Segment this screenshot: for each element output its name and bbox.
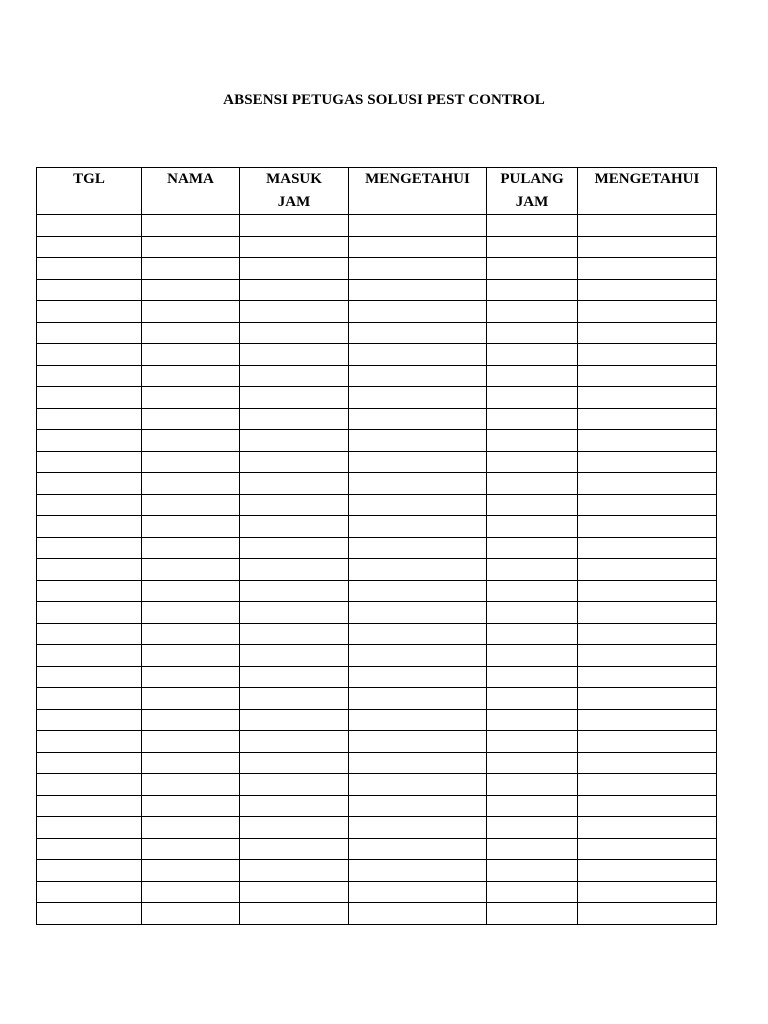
table-cell xyxy=(349,623,487,645)
table-cell xyxy=(142,881,240,903)
table-cell xyxy=(349,215,487,237)
table-cell xyxy=(349,473,487,495)
table-cell xyxy=(578,301,717,323)
table-cell xyxy=(240,817,349,839)
table-cell xyxy=(487,580,578,602)
table-cell xyxy=(578,666,717,688)
table-cell xyxy=(240,881,349,903)
table-cell xyxy=(578,752,717,774)
table-row xyxy=(37,709,717,731)
table-cell xyxy=(578,881,717,903)
table-cell xyxy=(578,279,717,301)
table-cell xyxy=(578,473,717,495)
table-cell xyxy=(37,473,142,495)
table-cell xyxy=(240,709,349,731)
table-cell xyxy=(349,881,487,903)
table-cell xyxy=(37,903,142,925)
table-cell xyxy=(349,666,487,688)
table-cell xyxy=(349,301,487,323)
table-row xyxy=(37,430,717,452)
table-cell xyxy=(487,430,578,452)
attendance-table-body xyxy=(37,215,717,925)
table-cell xyxy=(349,451,487,473)
table-cell xyxy=(578,537,717,559)
table-cell xyxy=(349,774,487,796)
table-cell xyxy=(487,236,578,258)
table-row xyxy=(37,473,717,495)
table-cell xyxy=(240,666,349,688)
document-title: ABSENSI PETUGAS SOLUSI PEST CONTROL xyxy=(223,92,545,108)
table-cell xyxy=(37,688,142,710)
table-cell xyxy=(349,344,487,366)
table-cell xyxy=(487,279,578,301)
table-cell xyxy=(349,408,487,430)
table-row xyxy=(37,817,717,839)
table-cell xyxy=(142,752,240,774)
table-cell xyxy=(37,860,142,882)
table-row xyxy=(37,752,717,774)
table-cell xyxy=(142,258,240,280)
table-cell xyxy=(142,602,240,624)
table-cell xyxy=(142,838,240,860)
table-cell xyxy=(578,817,717,839)
table-header-row xyxy=(37,168,717,215)
table-cell xyxy=(240,903,349,925)
column-header-mengetahui-masuk xyxy=(349,168,487,215)
table-cell xyxy=(349,516,487,538)
table-cell xyxy=(487,473,578,495)
table-cell xyxy=(142,215,240,237)
table-cell xyxy=(142,344,240,366)
table-cell xyxy=(240,236,349,258)
table-cell xyxy=(578,408,717,430)
column-header-label: MENGETAHUI xyxy=(594,171,700,187)
table-cell xyxy=(142,387,240,409)
table-cell xyxy=(487,559,578,581)
table-cell xyxy=(37,666,142,688)
table-cell xyxy=(240,838,349,860)
table-cell xyxy=(349,279,487,301)
table-cell xyxy=(142,322,240,344)
table-cell xyxy=(349,580,487,602)
table-cell xyxy=(578,688,717,710)
table-cell xyxy=(487,645,578,667)
table-cell xyxy=(578,559,717,581)
table-cell xyxy=(578,215,717,237)
table-cell xyxy=(487,731,578,753)
table-cell xyxy=(37,516,142,538)
table-cell xyxy=(37,795,142,817)
table-cell xyxy=(487,494,578,516)
table-cell xyxy=(240,215,349,237)
table-cell xyxy=(240,860,349,882)
table-cell xyxy=(240,279,349,301)
table-cell xyxy=(37,559,142,581)
table-row xyxy=(37,301,717,323)
table-row xyxy=(37,344,717,366)
table-cell xyxy=(142,365,240,387)
table-cell xyxy=(487,451,578,473)
table-cell xyxy=(487,387,578,409)
table-cell xyxy=(240,537,349,559)
table-row xyxy=(37,451,717,473)
table-row xyxy=(37,838,717,860)
table-row xyxy=(37,408,717,430)
table-cell xyxy=(142,903,240,925)
table-cell xyxy=(349,494,487,516)
table-row xyxy=(37,903,717,925)
table-cell xyxy=(142,537,240,559)
table-cell xyxy=(487,860,578,882)
table-cell xyxy=(142,580,240,602)
table-cell xyxy=(37,881,142,903)
table-cell xyxy=(37,709,142,731)
table-cell xyxy=(578,430,717,452)
table-cell xyxy=(142,279,240,301)
column-header-label: NAMA xyxy=(167,171,214,187)
table-cell xyxy=(349,537,487,559)
table-cell xyxy=(142,623,240,645)
table-row xyxy=(37,645,717,667)
table-cell xyxy=(349,559,487,581)
table-cell xyxy=(142,774,240,796)
table-cell xyxy=(349,602,487,624)
table-cell xyxy=(240,430,349,452)
table-row xyxy=(37,387,717,409)
table-cell xyxy=(578,602,717,624)
column-header-label: MENGETAHUI xyxy=(365,171,470,187)
column-header-tgl xyxy=(37,168,142,215)
table-cell xyxy=(240,795,349,817)
table-row xyxy=(37,258,717,280)
table-cell xyxy=(240,731,349,753)
table-cell xyxy=(142,559,240,581)
table-cell xyxy=(240,387,349,409)
table-cell xyxy=(578,903,717,925)
column-header-mengetahui-pulang xyxy=(578,168,717,215)
table-cell xyxy=(37,537,142,559)
table-cell xyxy=(240,774,349,796)
table-cell xyxy=(240,365,349,387)
table-row xyxy=(37,795,717,817)
table-cell xyxy=(578,709,717,731)
table-row xyxy=(37,559,717,581)
table-row xyxy=(37,537,717,559)
table-cell xyxy=(349,752,487,774)
table-cell xyxy=(37,301,142,323)
table-cell xyxy=(487,774,578,796)
table-cell xyxy=(142,795,240,817)
table-cell xyxy=(142,688,240,710)
table-cell xyxy=(349,322,487,344)
table-cell xyxy=(487,215,578,237)
table-cell xyxy=(240,645,349,667)
table-cell xyxy=(578,387,717,409)
table-cell xyxy=(349,236,487,258)
table-cell xyxy=(142,860,240,882)
column-header-label: PULANG xyxy=(500,171,564,187)
table-cell xyxy=(578,236,717,258)
table-row xyxy=(37,215,717,237)
table-cell xyxy=(578,623,717,645)
table-cell xyxy=(240,688,349,710)
table-cell xyxy=(578,322,717,344)
table-row xyxy=(37,881,717,903)
table-cell xyxy=(349,365,487,387)
table-cell xyxy=(578,774,717,796)
table-row xyxy=(37,602,717,624)
table-cell xyxy=(487,365,578,387)
table-cell xyxy=(37,494,142,516)
table-cell xyxy=(578,258,717,280)
table-cell xyxy=(37,430,142,452)
table-cell xyxy=(37,817,142,839)
table-cell xyxy=(37,387,142,409)
table-cell xyxy=(37,215,142,237)
table-cell xyxy=(578,344,717,366)
table-cell xyxy=(578,580,717,602)
table-row xyxy=(37,623,717,645)
table-cell xyxy=(240,473,349,495)
table-cell xyxy=(487,623,578,645)
table-cell xyxy=(142,516,240,538)
table-cell xyxy=(578,645,717,667)
table-cell xyxy=(487,903,578,925)
table-cell xyxy=(349,430,487,452)
column-header-sublabel: JAM xyxy=(515,194,549,210)
table-cell xyxy=(142,731,240,753)
table-cell xyxy=(349,731,487,753)
table-cell xyxy=(578,451,717,473)
table-cell xyxy=(142,236,240,258)
table-cell xyxy=(349,817,487,839)
table-row xyxy=(37,688,717,710)
table-cell xyxy=(578,494,717,516)
table-cell xyxy=(349,903,487,925)
table-cell xyxy=(240,258,349,280)
table-cell xyxy=(349,838,487,860)
table-row xyxy=(37,774,717,796)
table-cell xyxy=(240,408,349,430)
column-header-pulang-jam xyxy=(487,168,578,215)
table-cell xyxy=(487,408,578,430)
table-cell xyxy=(578,838,717,860)
table-cell xyxy=(37,645,142,667)
table-cell xyxy=(349,860,487,882)
table-row xyxy=(37,731,717,753)
table-cell xyxy=(487,752,578,774)
column-header-sublabel: JAM xyxy=(277,194,311,210)
table-cell xyxy=(37,580,142,602)
table-cell xyxy=(578,731,717,753)
table-cell xyxy=(487,344,578,366)
column-header-label: MASUK xyxy=(266,171,322,187)
table-cell xyxy=(487,258,578,280)
table-row xyxy=(37,322,717,344)
table-cell xyxy=(240,602,349,624)
table-cell xyxy=(240,516,349,538)
table-cell xyxy=(487,537,578,559)
column-header-nama xyxy=(142,168,240,215)
table-cell xyxy=(37,752,142,774)
table-cell xyxy=(37,322,142,344)
table-cell xyxy=(142,430,240,452)
table-cell xyxy=(578,516,717,538)
table-cell xyxy=(487,838,578,860)
table-cell xyxy=(240,580,349,602)
table-cell xyxy=(487,688,578,710)
table-cell xyxy=(37,451,142,473)
table-row xyxy=(37,236,717,258)
table-cell xyxy=(240,752,349,774)
table-cell xyxy=(142,494,240,516)
table-cell xyxy=(349,258,487,280)
table-cell xyxy=(240,451,349,473)
table-cell xyxy=(240,623,349,645)
table-cell xyxy=(37,838,142,860)
column-header-label: TGL xyxy=(73,171,105,187)
table-cell xyxy=(487,817,578,839)
table-cell xyxy=(142,301,240,323)
table-row xyxy=(37,860,717,882)
table-cell xyxy=(142,666,240,688)
table-row xyxy=(37,365,717,387)
table-cell xyxy=(142,451,240,473)
table-cell xyxy=(37,774,142,796)
table-cell xyxy=(37,279,142,301)
table-cell xyxy=(37,344,142,366)
table-cell xyxy=(240,559,349,581)
table-cell xyxy=(487,881,578,903)
table-row xyxy=(37,580,717,602)
table-cell xyxy=(142,645,240,667)
table-cell xyxy=(349,645,487,667)
table-row xyxy=(37,516,717,538)
table-row xyxy=(37,666,717,688)
table-cell xyxy=(349,387,487,409)
table-cell xyxy=(349,709,487,731)
table-cell xyxy=(487,322,578,344)
table-cell xyxy=(142,709,240,731)
column-header-masuk-jam xyxy=(240,168,349,215)
table-cell xyxy=(578,860,717,882)
table-cell xyxy=(37,623,142,645)
table-cell xyxy=(578,365,717,387)
table-cell xyxy=(37,236,142,258)
table-cell xyxy=(142,817,240,839)
table-cell xyxy=(240,344,349,366)
table-cell xyxy=(142,408,240,430)
table-cell xyxy=(349,795,487,817)
table-cell xyxy=(37,731,142,753)
table-cell xyxy=(578,795,717,817)
table-cell xyxy=(487,516,578,538)
table-row xyxy=(37,494,717,516)
table-cell xyxy=(487,301,578,323)
table-cell xyxy=(240,301,349,323)
table-cell xyxy=(37,365,142,387)
table-cell xyxy=(37,602,142,624)
table-cell xyxy=(142,473,240,495)
table-cell xyxy=(37,258,142,280)
attendance-table xyxy=(36,167,717,925)
table-cell xyxy=(487,602,578,624)
table-cell xyxy=(487,666,578,688)
table-cell xyxy=(487,795,578,817)
table-cell xyxy=(240,494,349,516)
table-cell xyxy=(487,709,578,731)
table-row xyxy=(37,279,717,301)
table-cell xyxy=(349,688,487,710)
table-cell xyxy=(37,408,142,430)
table-cell xyxy=(240,322,349,344)
